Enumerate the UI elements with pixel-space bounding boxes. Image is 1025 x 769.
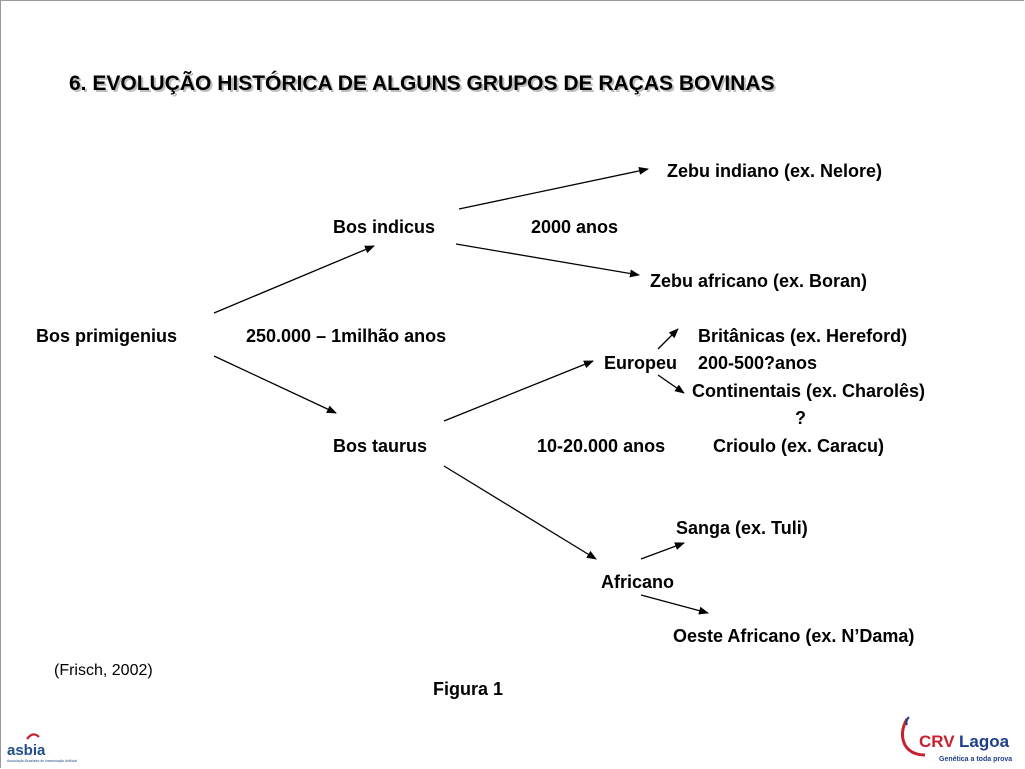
arrow-africano-to-sanga	[641, 543, 684, 559]
arrow-indicus-to-zebu-indiano	[459, 169, 648, 209]
node-bos-taurus: Bos taurus	[333, 436, 428, 456]
arrow-indicus-to-zebu-africano	[456, 244, 639, 275]
node-europeu: Europeu	[604, 353, 678, 373]
arrow-primigenius-to-taurus	[214, 356, 336, 413]
label-indicus-time: 2000 anos	[531, 217, 619, 237]
arrow-africano-to-oeste-africano	[641, 595, 708, 613]
node-zebu-indiano: Zebu indiano (ex. Nelore)	[667, 161, 883, 181]
node-bos-primigenius: Bos primigenius	[36, 326, 178, 346]
node-sanga: Sanga (ex. Tuli)	[676, 518, 808, 538]
asbia-logo-text: asbia	[7, 742, 46, 759]
node-africano: Africano	[601, 572, 675, 592]
crv-logo-text: CRV	[919, 732, 955, 751]
crv-logo-tagline: Genética a toda prova	[939, 756, 1013, 763]
lagoa-logo-text: Lagoa	[959, 732, 1010, 751]
label-europeu-time: 200-500?anos	[698, 353, 818, 373]
label-taurus-time: 10-20.000 anos	[537, 436, 666, 456]
node-oeste-africano: Oeste Africano (ex. N’Dama)	[673, 626, 915, 646]
asbia-logo	[5, 729, 77, 765]
node-crioulo: Crioulo (ex. Caracu)	[713, 436, 885, 456]
node-britanicas: Britânicas (ex. Hereford)	[698, 326, 908, 346]
node-continentais: Continentais (ex. Charolês)	[692, 381, 926, 401]
page-title: 6. EVOLUÇÃO HISTÓRICA DE ALGUNS GRUPOS DE RAÇAS BOVINAS	[69, 72, 775, 95]
figure-caption: Figura 1	[433, 679, 504, 699]
label-question-mark: ?	[795, 408, 806, 428]
arrow-taurus-to-africano	[444, 466, 596, 559]
node-zebu-africano: Zebu africano (ex. Boran)	[650, 271, 868, 291]
arrow-taurus-to-europeu	[444, 361, 593, 421]
arrow-primigenius-to-indicus	[214, 246, 374, 313]
asbia-logo-tagline: Associação Brasileira de Inseminação Artificial	[7, 759, 77, 763]
arrow-europeu-to-britanicas	[658, 329, 678, 349]
arrow-europeu-to-continentais	[658, 375, 684, 393]
crv-lagoa-logo	[897, 715, 1015, 765]
reference-citation: (Frisch, 2002)	[54, 662, 153, 679]
node-bos-indicus: Bos indicus	[333, 217, 436, 237]
label-primigenius-time: 250.000 – 1milhão anos	[246, 326, 447, 346]
